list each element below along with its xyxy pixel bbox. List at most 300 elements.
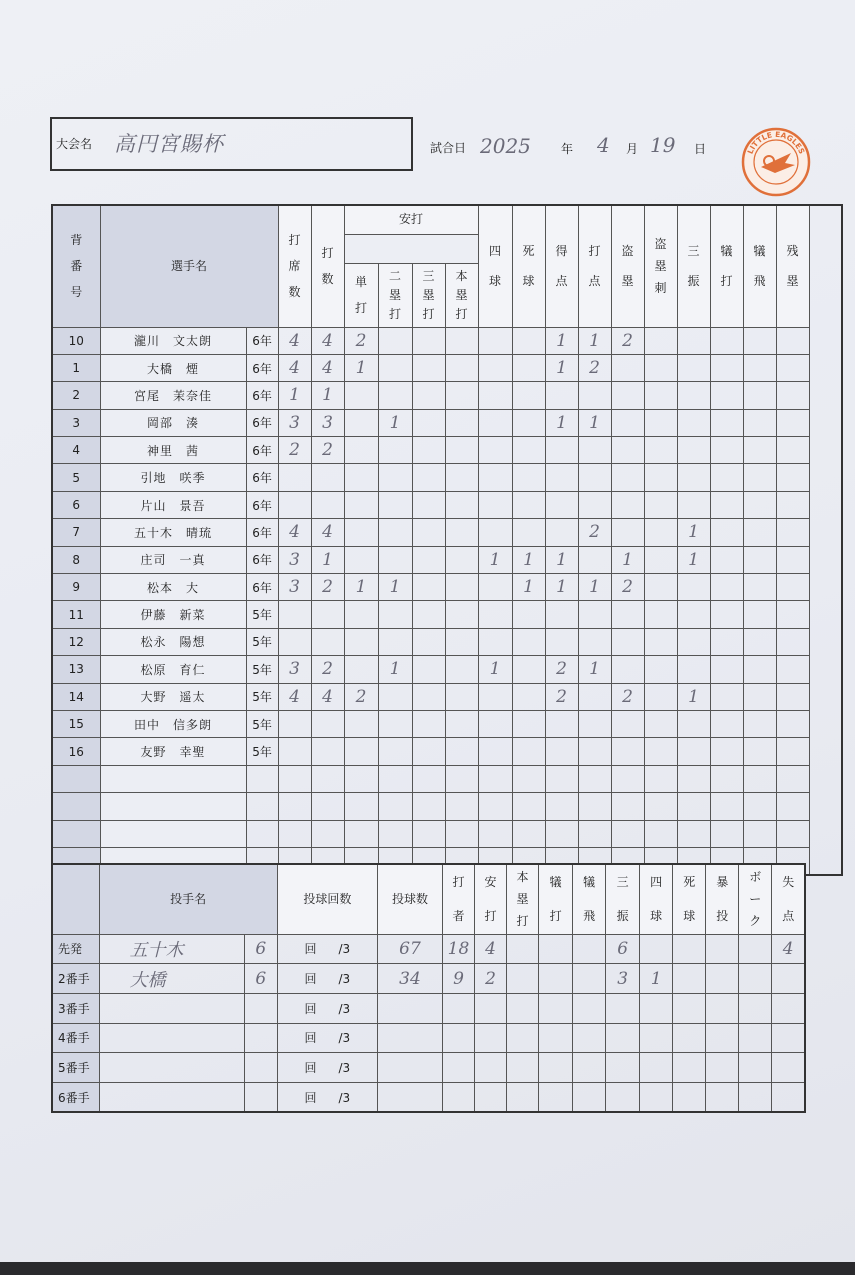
stat-cell bbox=[378, 820, 412, 847]
stat-cell bbox=[512, 765, 545, 792]
stat-cell bbox=[378, 738, 412, 765]
stat-cell bbox=[644, 519, 677, 546]
stat-cell: 4 bbox=[278, 327, 311, 354]
stat-cell bbox=[776, 738, 809, 765]
stat-cell: 3 bbox=[278, 409, 311, 436]
col-sf: 犠飛 bbox=[743, 205, 776, 327]
stat-cell bbox=[278, 793, 311, 820]
stat-cell bbox=[512, 519, 545, 546]
stat-cell bbox=[710, 437, 743, 464]
pitch-stat-cell bbox=[706, 1023, 739, 1053]
stat-cell bbox=[776, 710, 809, 737]
stat-cell bbox=[545, 464, 578, 491]
inning-fraction: /3 bbox=[338, 972, 351, 987]
stat-cell bbox=[278, 820, 311, 847]
stat-cell bbox=[776, 574, 809, 601]
pitch-stat-cell bbox=[739, 993, 772, 1023]
player-name: 神里 茜 bbox=[100, 437, 246, 464]
pitching-row bbox=[52, 964, 805, 994]
stat-cell bbox=[611, 437, 644, 464]
stat-cell bbox=[776, 327, 809, 354]
pitcher-number bbox=[244, 1082, 277, 1112]
stat-cell bbox=[578, 820, 611, 847]
stat-cell bbox=[578, 793, 611, 820]
stat-cell bbox=[412, 437, 445, 464]
pitch-stat-cell bbox=[539, 1053, 573, 1083]
stat-cell bbox=[710, 628, 743, 655]
stat-cell bbox=[445, 409, 478, 436]
stat-cell: 1 bbox=[578, 574, 611, 601]
stat-cell bbox=[776, 601, 809, 628]
col-so: 三振 bbox=[677, 205, 710, 327]
pitch-stat-cell bbox=[673, 1082, 706, 1112]
stat-cell bbox=[478, 628, 512, 655]
pitch-col-balk: ボーク bbox=[739, 864, 772, 934]
pitcher-role: 5番手 bbox=[52, 1053, 99, 1083]
stat-cell bbox=[578, 683, 611, 710]
stat-cell: 2 bbox=[344, 683, 378, 710]
stat-cell bbox=[412, 656, 445, 683]
pitch-stat-cell bbox=[772, 1053, 805, 1083]
pitch-col-hbp: 死球 bbox=[673, 864, 706, 934]
stat-cell bbox=[512, 628, 545, 655]
stat-cell: 4 bbox=[311, 327, 344, 354]
player-name: 岡部 湊 bbox=[100, 409, 246, 436]
stat-cell bbox=[378, 765, 412, 792]
stat-cell bbox=[445, 738, 478, 765]
innings-cell bbox=[277, 964, 377, 994]
pitch-stat-cell bbox=[706, 964, 739, 994]
player-number: 3 bbox=[52, 409, 100, 436]
stat-cell bbox=[445, 820, 478, 847]
player-grade: 5年 bbox=[246, 710, 278, 737]
pitch-stat-cell bbox=[442, 1053, 474, 1083]
stat-cell bbox=[378, 437, 412, 464]
stat-cell: 2 bbox=[344, 327, 378, 354]
col-hr: 本塁打 bbox=[445, 263, 478, 327]
stat-cell bbox=[545, 820, 578, 847]
player-grade: 6年 bbox=[246, 464, 278, 491]
batting-row bbox=[52, 437, 842, 464]
pitch-col-bb: 四球 bbox=[640, 864, 673, 934]
pitch-stat-cell: 3 bbox=[606, 964, 640, 994]
stat-cell bbox=[710, 464, 743, 491]
player-number: 12 bbox=[52, 628, 100, 655]
stat-cell bbox=[344, 656, 378, 683]
stat-cell bbox=[743, 793, 776, 820]
player-grade: 5年 bbox=[246, 738, 278, 765]
pitching-row bbox=[52, 1053, 805, 1083]
stat-cell bbox=[710, 765, 743, 792]
stat-cell bbox=[311, 738, 344, 765]
stat-cell: 4 bbox=[278, 519, 311, 546]
stat-cell bbox=[344, 628, 378, 655]
batting-row-empty bbox=[52, 765, 842, 792]
stat-cell bbox=[412, 491, 445, 518]
pitch-stat-cell bbox=[507, 993, 539, 1023]
stat-cell bbox=[578, 601, 611, 628]
stat-cell bbox=[776, 765, 809, 792]
stat-cell bbox=[278, 601, 311, 628]
innings-cell bbox=[277, 1053, 377, 1083]
pitch-col-name: 投手名 bbox=[99, 864, 277, 934]
stat-cell bbox=[512, 464, 545, 491]
batting-row bbox=[52, 683, 842, 710]
stat-cell: 1 bbox=[578, 656, 611, 683]
stat-cell: 2 bbox=[278, 437, 311, 464]
stat-cell bbox=[776, 437, 809, 464]
player-grade: 6年 bbox=[246, 437, 278, 464]
stat-cell bbox=[611, 710, 644, 737]
stat-cell bbox=[743, 656, 776, 683]
stat-cell bbox=[478, 519, 512, 546]
stat-cell bbox=[710, 601, 743, 628]
stat-cell: 1 bbox=[344, 354, 378, 381]
stat-cell bbox=[344, 820, 378, 847]
pitch-stat-cell bbox=[706, 993, 739, 1023]
stat-cell bbox=[512, 710, 545, 737]
stat-cell bbox=[478, 354, 512, 381]
batting-row bbox=[52, 354, 842, 381]
stat-cell bbox=[378, 628, 412, 655]
stat-cell bbox=[644, 738, 677, 765]
col-sac: 犠打 bbox=[710, 205, 743, 327]
player-name: 松本 大 bbox=[100, 574, 246, 601]
stat-cell bbox=[311, 628, 344, 655]
stat-cell: 1 bbox=[578, 409, 611, 436]
stat-cell bbox=[378, 683, 412, 710]
stat-cell bbox=[611, 738, 644, 765]
col-ab: 打数 bbox=[311, 205, 344, 327]
stat-cell: 2 bbox=[578, 519, 611, 546]
pitcher-role: 6番手 bbox=[52, 1082, 99, 1112]
stat-cell bbox=[344, 437, 378, 464]
stat-cell bbox=[743, 327, 776, 354]
player-number: 15 bbox=[52, 710, 100, 737]
stat-cell: 1 bbox=[545, 574, 578, 601]
player-grade: 6年 bbox=[246, 574, 278, 601]
stat-cell bbox=[578, 765, 611, 792]
pitcher-number bbox=[244, 993, 277, 1023]
stat-cell bbox=[743, 519, 776, 546]
pitch-stat-cell bbox=[539, 964, 573, 994]
stat-cell bbox=[578, 491, 611, 518]
stat-cell: 1 bbox=[512, 574, 545, 601]
stat-cell bbox=[578, 738, 611, 765]
stat-cell bbox=[478, 683, 512, 710]
stat-cell bbox=[445, 710, 478, 737]
pitch-stat-cell bbox=[442, 1023, 474, 1053]
pitch-stat-cell bbox=[507, 1082, 539, 1112]
stat-cell bbox=[710, 519, 743, 546]
stat-cell bbox=[344, 409, 378, 436]
player-grade: 6年 bbox=[246, 354, 278, 381]
stat-cell bbox=[710, 738, 743, 765]
stat-cell: 3 bbox=[278, 574, 311, 601]
stat-cell bbox=[644, 710, 677, 737]
stat-cell bbox=[710, 546, 743, 573]
pitch-col-hits: 安打 bbox=[475, 864, 507, 934]
inning-unit: 回 bbox=[304, 942, 317, 957]
pitcher-name bbox=[99, 1053, 244, 1083]
pitch-stat-cell bbox=[475, 993, 507, 1023]
stat-cell bbox=[743, 820, 776, 847]
stat-cell bbox=[478, 820, 512, 847]
stat-cell bbox=[743, 601, 776, 628]
pitch-stat-cell bbox=[573, 993, 606, 1023]
pitch-stat-cell bbox=[772, 1082, 805, 1112]
player-grade: 6年 bbox=[246, 409, 278, 436]
pitch-col-wp: 暴投 bbox=[706, 864, 739, 934]
col-lob: 残塁 bbox=[776, 205, 809, 327]
stat-cell: 1 bbox=[677, 519, 710, 546]
stat-cell bbox=[677, 409, 710, 436]
stat-cell bbox=[578, 464, 611, 491]
pitching-row bbox=[52, 1023, 805, 1053]
stat-cell bbox=[611, 793, 644, 820]
player-name: 片山 景吾 bbox=[100, 491, 246, 518]
stat-cell bbox=[278, 738, 311, 765]
player-name: 田中 信多朗 bbox=[100, 710, 246, 737]
stat-cell bbox=[278, 464, 311, 491]
stat-cell bbox=[378, 327, 412, 354]
stat-cell bbox=[478, 793, 512, 820]
stat-cell bbox=[776, 409, 809, 436]
pitch-stat-cell: 4 bbox=[772, 934, 805, 964]
stat-cell: 1 bbox=[677, 683, 710, 710]
stat-cell bbox=[545, 382, 578, 409]
stat-cell bbox=[512, 491, 545, 518]
stat-cell: 1 bbox=[578, 327, 611, 354]
stat-cell: 1 bbox=[311, 382, 344, 409]
stat-cell: 1 bbox=[545, 354, 578, 381]
bottom-bar bbox=[0, 1262, 855, 1275]
stat-cell bbox=[445, 354, 478, 381]
stat-cell bbox=[478, 464, 512, 491]
pitch-stat-cell bbox=[772, 993, 805, 1023]
stat-cell bbox=[776, 382, 809, 409]
col-number: 背番号 bbox=[52, 205, 100, 327]
batting-row bbox=[52, 628, 842, 655]
pitch-stat-cell bbox=[739, 964, 772, 994]
inning-fraction: /3 bbox=[338, 942, 351, 957]
stat-cell bbox=[478, 710, 512, 737]
pitch-stat-cell bbox=[706, 934, 739, 964]
player-grade: 5年 bbox=[246, 628, 278, 655]
stat-cell bbox=[412, 327, 445, 354]
svg-text:LITTLE EAGLES: LITTLE EAGLES bbox=[745, 129, 807, 156]
pitch-stat-cell bbox=[673, 934, 706, 964]
inning-unit: 回 bbox=[304, 972, 317, 987]
stat-cell bbox=[378, 793, 412, 820]
stat-cell bbox=[378, 354, 412, 381]
player-number: 6 bbox=[52, 491, 100, 518]
stat-cell bbox=[644, 574, 677, 601]
stat-cell: 4 bbox=[311, 354, 344, 381]
stat-cell: 1 bbox=[344, 574, 378, 601]
stat-cell bbox=[412, 820, 445, 847]
stat-cell bbox=[776, 820, 809, 847]
stat-cell bbox=[445, 327, 478, 354]
stat-cell bbox=[743, 738, 776, 765]
stat-cell bbox=[677, 382, 710, 409]
inning-unit: 回 bbox=[304, 1061, 317, 1076]
stat-cell: 2 bbox=[611, 683, 644, 710]
stat-cell bbox=[611, 765, 644, 792]
stat-cell bbox=[710, 491, 743, 518]
stat-cell bbox=[478, 601, 512, 628]
stat-cell bbox=[710, 409, 743, 436]
pitch-stat-cell bbox=[573, 1023, 606, 1053]
player-number: 7 bbox=[52, 519, 100, 546]
stat-cell bbox=[644, 683, 677, 710]
stat-cell bbox=[311, 601, 344, 628]
stat-cell bbox=[512, 354, 545, 381]
player-number: 13 bbox=[52, 656, 100, 683]
stat-cell bbox=[677, 437, 710, 464]
batting-row bbox=[52, 382, 842, 409]
stat-cell bbox=[311, 793, 344, 820]
pitch-stat-cell bbox=[475, 1023, 507, 1053]
stat-cell bbox=[478, 382, 512, 409]
pitch-stat-cell bbox=[573, 934, 606, 964]
pitch-stat-cell bbox=[573, 1082, 606, 1112]
pitch-stat-cell bbox=[739, 1023, 772, 1053]
stat-cell bbox=[578, 628, 611, 655]
pitch-stat-cell bbox=[772, 1023, 805, 1053]
player-name: 五十木 晴琉 bbox=[100, 519, 246, 546]
stat-cell bbox=[278, 710, 311, 737]
game-month: 4 bbox=[597, 133, 610, 157]
pitch-stat-cell bbox=[640, 934, 673, 964]
stat-cell bbox=[710, 382, 743, 409]
stat-cell bbox=[578, 382, 611, 409]
pitch-stat-cell bbox=[442, 1082, 474, 1112]
pitch-count bbox=[377, 993, 442, 1023]
stat-cell bbox=[644, 491, 677, 518]
stat-cell bbox=[412, 574, 445, 601]
stat-cell bbox=[445, 491, 478, 518]
pitcher-name: 大橋 bbox=[99, 964, 244, 994]
stat-cell: 1 bbox=[311, 546, 344, 573]
batting-row-empty bbox=[52, 793, 842, 820]
pitcher-role: 先発 bbox=[52, 934, 99, 964]
player-name: 松原 育仁 bbox=[100, 656, 246, 683]
stat-cell bbox=[743, 710, 776, 737]
stat-cell bbox=[677, 491, 710, 518]
pitch-stat-cell bbox=[640, 1053, 673, 1083]
inning-fraction: /3 bbox=[338, 1090, 351, 1105]
pitch-count bbox=[377, 1053, 442, 1083]
stat-cell bbox=[445, 546, 478, 573]
pitcher-name bbox=[99, 1023, 244, 1053]
player-name bbox=[100, 793, 246, 820]
pitch-stat-cell bbox=[475, 1082, 507, 1112]
pitching-rows bbox=[52, 934, 805, 1112]
stat-cell bbox=[445, 519, 478, 546]
pitch-count bbox=[377, 1023, 442, 1053]
pitch-stat-cell bbox=[442, 993, 474, 1023]
stat-cell bbox=[677, 574, 710, 601]
pitch-stat-cell bbox=[673, 964, 706, 994]
stat-cell bbox=[611, 519, 644, 546]
stat-cell bbox=[776, 546, 809, 573]
stat-cell bbox=[445, 382, 478, 409]
stat-cell: 1 bbox=[478, 656, 512, 683]
stat-cell bbox=[776, 354, 809, 381]
stat-cell bbox=[445, 656, 478, 683]
game-date-label: 試合日 bbox=[430, 141, 467, 155]
player-name: 引地 咲季 bbox=[100, 464, 246, 491]
stat-cell bbox=[412, 683, 445, 710]
stat-cell bbox=[677, 765, 710, 792]
stat-cell bbox=[545, 793, 578, 820]
stat-cell: 1 bbox=[545, 327, 578, 354]
stat-cell bbox=[512, 683, 545, 710]
stat-cell bbox=[743, 574, 776, 601]
col-sb: 盗塁 bbox=[611, 205, 644, 327]
stat-cell bbox=[644, 820, 677, 847]
stat-cell bbox=[578, 710, 611, 737]
stat-cell bbox=[445, 464, 478, 491]
stat-cell bbox=[445, 683, 478, 710]
stat-cell bbox=[311, 710, 344, 737]
stat-cell bbox=[776, 519, 809, 546]
stat-cell bbox=[478, 738, 512, 765]
batting-row bbox=[52, 519, 842, 546]
stat-cell bbox=[677, 738, 710, 765]
stat-cell: 3 bbox=[278, 546, 311, 573]
col-rbi: 打点 bbox=[578, 205, 611, 327]
stat-cell: 2 bbox=[311, 437, 344, 464]
stat-cell bbox=[644, 656, 677, 683]
stat-cell bbox=[246, 765, 278, 792]
stat-cell: 2 bbox=[311, 574, 344, 601]
stat-cell bbox=[412, 382, 445, 409]
stat-cell bbox=[710, 710, 743, 737]
pitcher-name bbox=[99, 1082, 244, 1112]
stat-cell bbox=[677, 628, 710, 655]
stat-cell bbox=[710, 820, 743, 847]
stat-cell bbox=[611, 491, 644, 518]
pitch-col-hr: 本塁打 bbox=[507, 864, 539, 934]
stat-cell bbox=[743, 491, 776, 518]
inning-unit: 回 bbox=[304, 1090, 317, 1105]
stat-cell bbox=[378, 601, 412, 628]
stat-cell bbox=[445, 437, 478, 464]
stat-cell: 4 bbox=[311, 683, 344, 710]
player-grade: 5年 bbox=[246, 601, 278, 628]
stat-cell bbox=[512, 382, 545, 409]
pitch-stat-cell: 1 bbox=[640, 964, 673, 994]
stat-cell bbox=[611, 354, 644, 381]
pitch-stat-cell: 6 bbox=[606, 934, 640, 964]
stat-cell bbox=[611, 820, 644, 847]
stat-cell bbox=[611, 601, 644, 628]
player-number: 16 bbox=[52, 738, 100, 765]
month-unit: 月 bbox=[626, 142, 639, 156]
pitch-col-sac: 犠打 bbox=[539, 864, 573, 934]
player-number: 2 bbox=[52, 382, 100, 409]
stat-cell: 1 bbox=[677, 546, 710, 573]
col-cs: 盗塁刺 bbox=[644, 205, 677, 327]
stat-cell bbox=[644, 546, 677, 573]
stat-cell bbox=[445, 765, 478, 792]
batting-row bbox=[52, 409, 842, 436]
pitch-stat-cell bbox=[606, 993, 640, 1023]
stat-cell bbox=[644, 601, 677, 628]
pitcher-role: 3番手 bbox=[52, 993, 99, 1023]
